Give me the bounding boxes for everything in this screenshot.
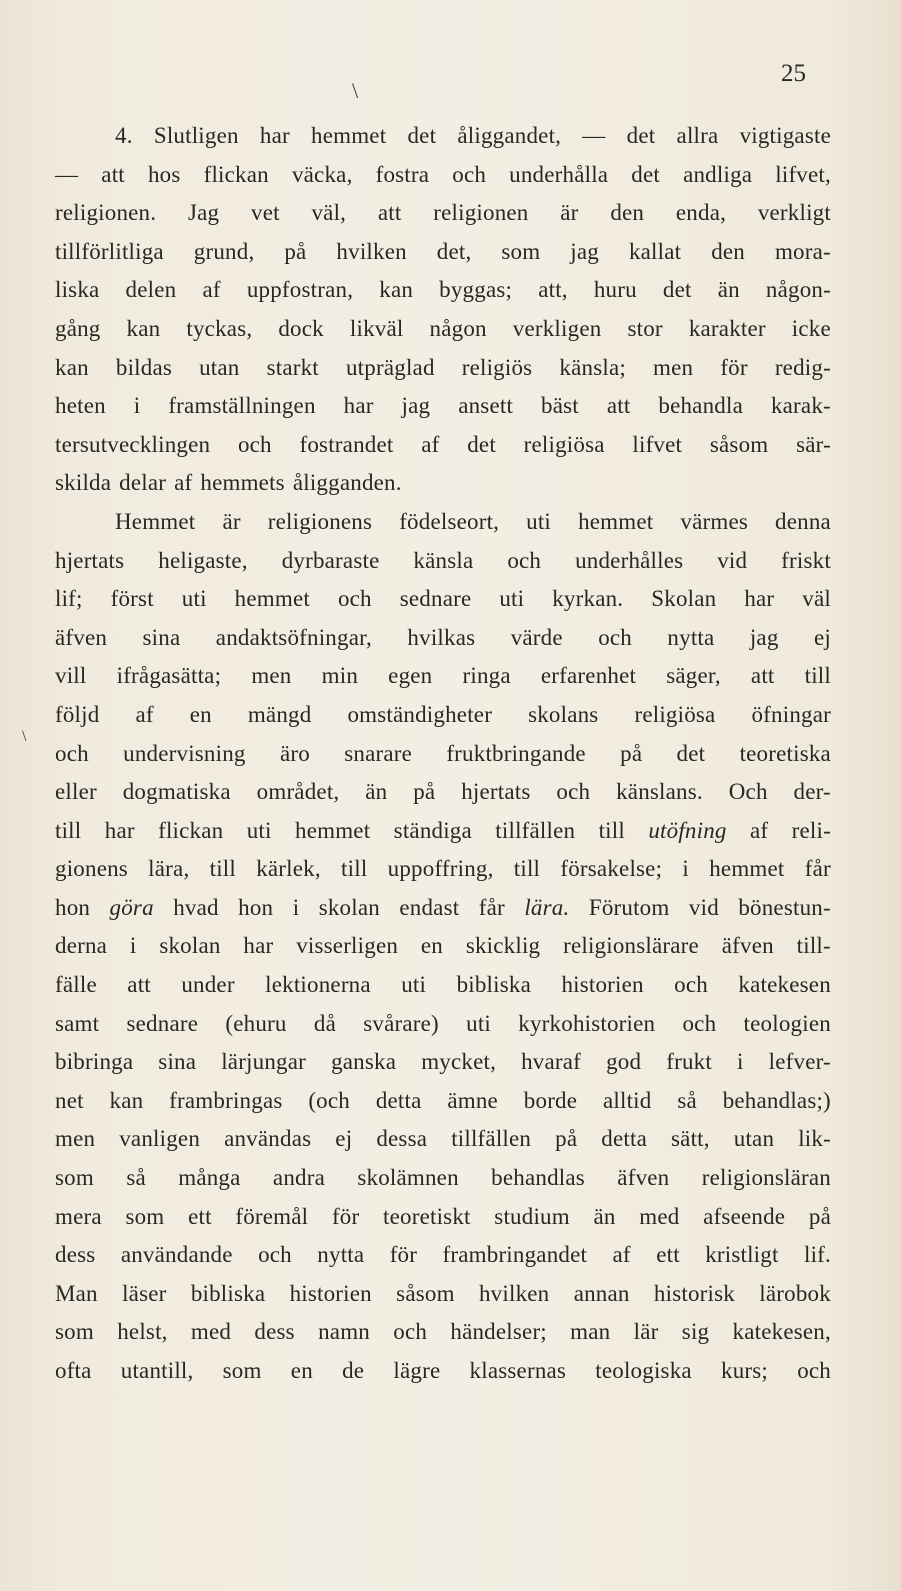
text-line: äfven sina andaktsöfningar, hvilkas värde och nytta jag ej <box>55 624 831 650</box>
stray-mark-margin: \ <box>22 728 27 745</box>
text-line: Hemmet är religionens födelseort, uti hemmet värmes denna <box>115 508 831 534</box>
text-line: 4. Slutligen har hemmet det åliggandet, — det allra vigtigaste <box>115 123 831 148</box>
text-line: kan bildas utan starkt utpräglad religiös känsla; men för redig- <box>55 354 831 380</box>
text-line: Man läser bibliska historien såsom hvilken annan historisk lärobok <box>55 1280 831 1306</box>
text-line: följd af en mängd omständigheter skolans religiösa öfningar <box>55 701 831 727</box>
text-line: tersutvecklingen och fostrandet af det religiösa lifvet såsom sär- <box>55 431 831 457</box>
text-line: bibringa sina lärjungar ganska mycket, hvaraf god frukt i lefver- <box>55 1049 831 1075</box>
text-line: — att hos flickan väcka, fostra och underhålla det andliga lifvet, <box>55 161 831 187</box>
text-line: samt sednare (ehuru då svårare) uti kyrkohistorien och teologien <box>55 1010 831 1036</box>
text-line: gång kan tyckas, dock likväl någon verkligen stor karakter icke <box>55 315 831 341</box>
text-line: heten i framställningen har jag ansett bäst att behandla karak- <box>55 393 831 419</box>
text-line: lif; först uti hemmet och sednare uti kyrkan. Skolan har väl <box>55 586 831 612</box>
text-line: religionen. Jag vet väl, att religionen är den enda, verkligt <box>55 200 831 226</box>
text-line: men vanligen användas ej dessa tillfällen på detta sätt, utan lik- <box>55 1126 831 1152</box>
text-line: skilda delar af hemmets åligganden. <box>55 470 402 496</box>
text-line: vill ifrågasätta; men min egen ringa erfarenhet säger, att till <box>55 663 831 689</box>
text-line: eller dogmatiska området, än på hjertats och känslans. Och der- <box>55 779 831 805</box>
text-line: som helst, med dess namn och händelser; man lär sig katekesen, <box>55 1319 831 1345</box>
page-number: 25 <box>781 60 806 87</box>
text-line: och undervisning äro snarare fruktbringande på det teoretiska <box>55 740 831 766</box>
text-line: hon göra hvad hon i skolan endast får lära. Förutom vid bönestun- <box>55 894 831 920</box>
text-line: liska delen af uppfostran, kan byggas; att, huru det än någon- <box>55 277 831 303</box>
text-line: derna i skolan har visserligen en skicklig religionslärare äfven till- <box>55 933 831 959</box>
stray-mark-top: \ <box>352 78 359 103</box>
text-line: hjertats heligaste, dyrbaraste känsla och underhålles vid friskt <box>55 547 831 573</box>
text-line: fälle att under lektionerna uti bibliska historien och katekesen <box>55 972 831 998</box>
text-line: dess användande och nytta för frambringandet af ett kristligt lif. <box>55 1242 831 1268</box>
body-text <box>55 117 831 1391</box>
text-line: mera som ett föremål för teoretiskt studium än med afseende på <box>55 1203 831 1229</box>
text-line: tillförlitliga grund, på hvilken det, som jag kallat den mora- <box>55 238 831 264</box>
text-line: ofta utantill, som en de lägre klassernas teologiska kurs; och <box>55 1358 831 1383</box>
text-line: net kan frambringas (och detta ämne borde alltid så behandlas;) <box>55 1087 831 1113</box>
text-line: till har flickan uti hemmet ständiga tillfällen till utöfning af reli- <box>55 817 831 843</box>
text-line: gionens lära, till kärlek, till uppoffring, till försakelse; i hemmet får <box>55 856 831 882</box>
text-line: som så många andra skolämnen behandlas äfven religionsläran <box>55 1165 831 1191</box>
